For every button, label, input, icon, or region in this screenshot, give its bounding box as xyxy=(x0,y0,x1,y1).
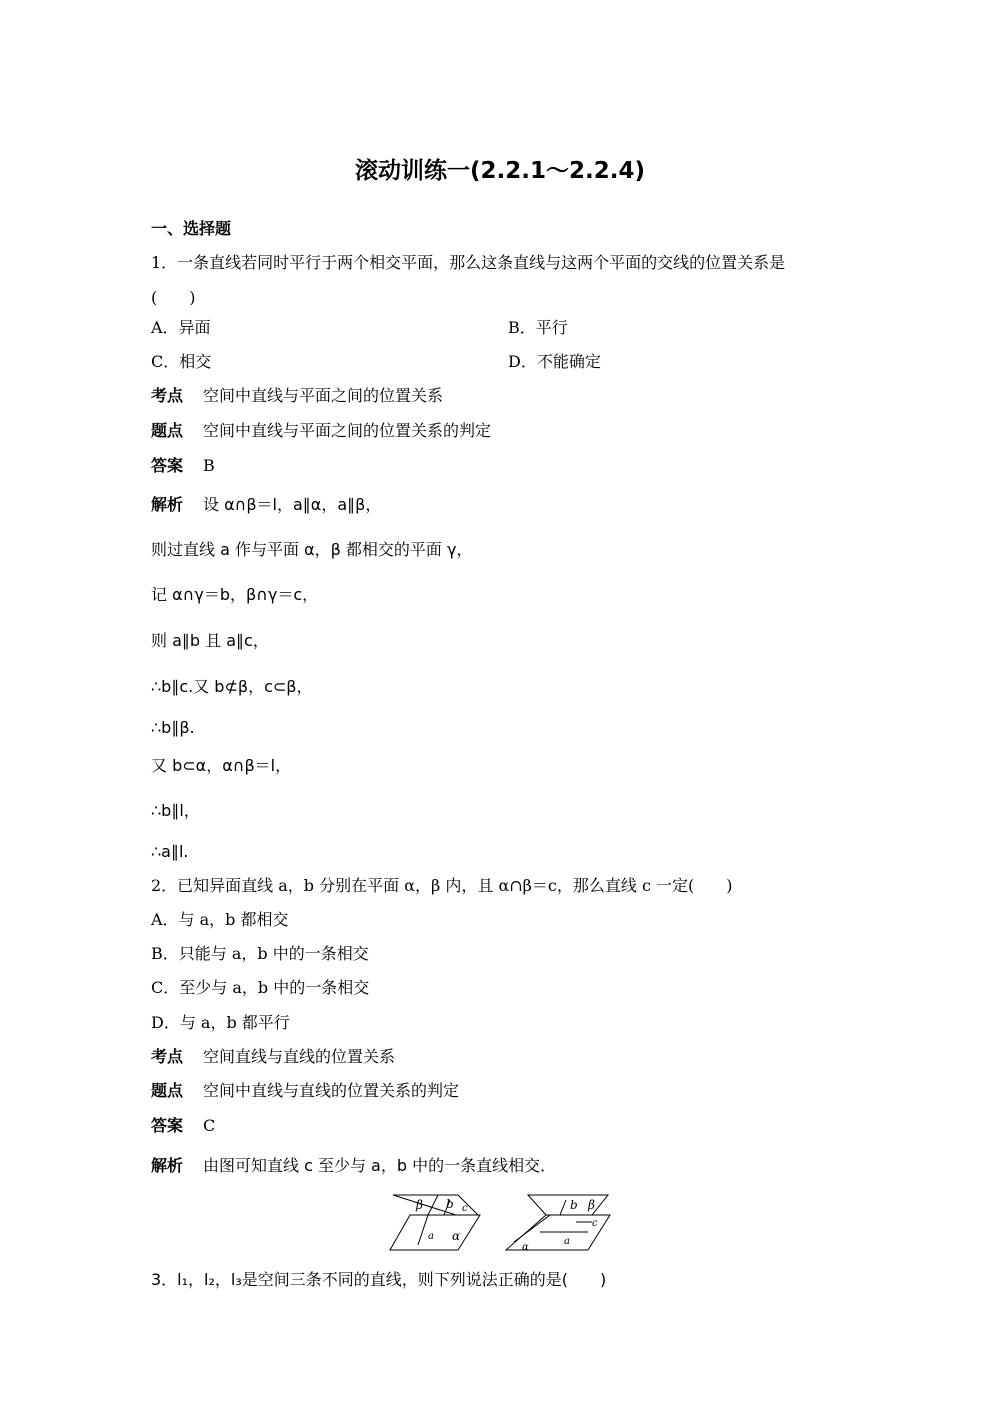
q1-kaodian-row xyxy=(151,385,443,407)
q1-jiexi-label: 解析 xyxy=(151,495,184,514)
q2-option-a: A．与 a，b 都相交 xyxy=(151,910,289,929)
q2-tidian-text: 空间中直线与直线的位置关系的判定 xyxy=(203,1081,460,1100)
q1-tidian-row xyxy=(151,420,491,442)
q1-solution-line: ∴b∥β. xyxy=(151,718,195,737)
q1-tidian-label: 题点 xyxy=(151,421,184,440)
q2-jiexi-label: 解析 xyxy=(151,1156,184,1175)
q1-solution-line: 则 a∥b 且 a∥c， xyxy=(151,631,269,650)
fig1-label-beta: β xyxy=(416,1198,423,1212)
q1-solution-row xyxy=(151,494,381,516)
q2-tidian-row xyxy=(151,1080,459,1102)
line-b-shape xyxy=(560,1200,566,1215)
q1-option-d: D．不能确定 xyxy=(508,352,601,371)
line-b-shape xyxy=(428,1195,438,1215)
q2-answer-text: C xyxy=(203,1116,216,1135)
fig2-label-alpha: α xyxy=(522,1242,529,1253)
q1-solution-line: 则过直线 a 作与平面 α，β 都相交的平面 γ， xyxy=(151,540,473,559)
edge-shape xyxy=(514,1215,550,1242)
q1-solution-line: 又 b⊂α，α∩β＝l， xyxy=(151,756,292,775)
q2-solution-text: 由图可知直线 c 至少与 a，b 中的一条直线相交． xyxy=(203,1156,557,1175)
line-a-shape xyxy=(418,1215,428,1245)
q1-solution-line: 设 α∩β＝l，a∥α，a∥β， xyxy=(203,495,382,514)
q2-tidian-label: 题点 xyxy=(151,1081,184,1100)
q1-option-c: C．相交 xyxy=(151,352,212,371)
fig2-label-a: a xyxy=(564,1236,570,1247)
q1-paren: ( ) xyxy=(151,288,196,307)
q2-answer-label: 答案 xyxy=(151,1116,184,1135)
q1-solution-line: 记 α∩γ＝b，β∩γ＝c， xyxy=(151,585,319,604)
fig1-label-c: c xyxy=(462,1203,468,1214)
q1-kaodian-text: 空间中直线与平面之间的位置关系 xyxy=(203,386,444,405)
fig1-label-alpha: α xyxy=(452,1229,461,1243)
q2-option-d: D．与 a，b 都平行 xyxy=(151,1013,290,1032)
q1-solution-line: ∴a∥l. xyxy=(151,842,189,861)
q1-option-b: B．平行 xyxy=(508,318,568,337)
q1-answer-label: 答案 xyxy=(151,456,184,475)
fig2-label-beta: β xyxy=(588,1198,595,1212)
fig2-label-b: b xyxy=(570,1198,578,1212)
q1-solution-line: ∴b∥c.又 b⊄β，c⊂β， xyxy=(151,677,313,696)
plane-figures xyxy=(388,1190,618,1256)
fig1-label-a: a xyxy=(428,1231,434,1242)
q1-stem: 1．一条直线若同时平行于两个相交平面，那么这条直线与这两个平面的交线的位置关系是 xyxy=(151,253,786,272)
q1-tidian-text: 空间中直线与平面之间的位置关系的判定 xyxy=(203,421,492,440)
q2-kaodian-text: 空间直线与直线的位置关系 xyxy=(203,1047,396,1066)
q1-answer-text: B xyxy=(203,456,215,475)
plane-alpha-shape xyxy=(390,1215,480,1250)
q3-stem: 3．l₁，l₂，l₃是空间三条不同的直线，则下列说法正确的是( ) xyxy=(151,1270,607,1289)
q2-kaodian-label: 考点 xyxy=(151,1047,184,1066)
plane-beta-shape xyxy=(528,1195,608,1215)
q2-answer-row xyxy=(151,1115,215,1137)
q2-kaodian-row xyxy=(151,1046,395,1068)
fig2-label-c: c xyxy=(592,1218,598,1229)
page-title: 滚动训练一(2.2.1～2.2.4) xyxy=(355,158,645,184)
section-heading: 一、选择题 xyxy=(151,219,232,238)
q2-stem: 2．已知异面直线 a，b 分别在平面 α，β 内，且 α∩β＝c，那么直线 c 一定( ) xyxy=(151,876,733,895)
q1-solution-line: ∴b∥l， xyxy=(151,801,200,820)
q2-option-c: C．至少与 a，b 中的一条相交 xyxy=(151,978,370,997)
q2-solution-row xyxy=(151,1155,556,1177)
q1-option-a: A．异面 xyxy=(151,318,211,337)
q1-answer-row xyxy=(151,455,215,477)
q2-option-b: B．只能与 a，b 中的一条相交 xyxy=(151,944,369,963)
q1-kaodian-label: 考点 xyxy=(151,386,184,405)
fig1-label-b: b xyxy=(446,1197,454,1211)
